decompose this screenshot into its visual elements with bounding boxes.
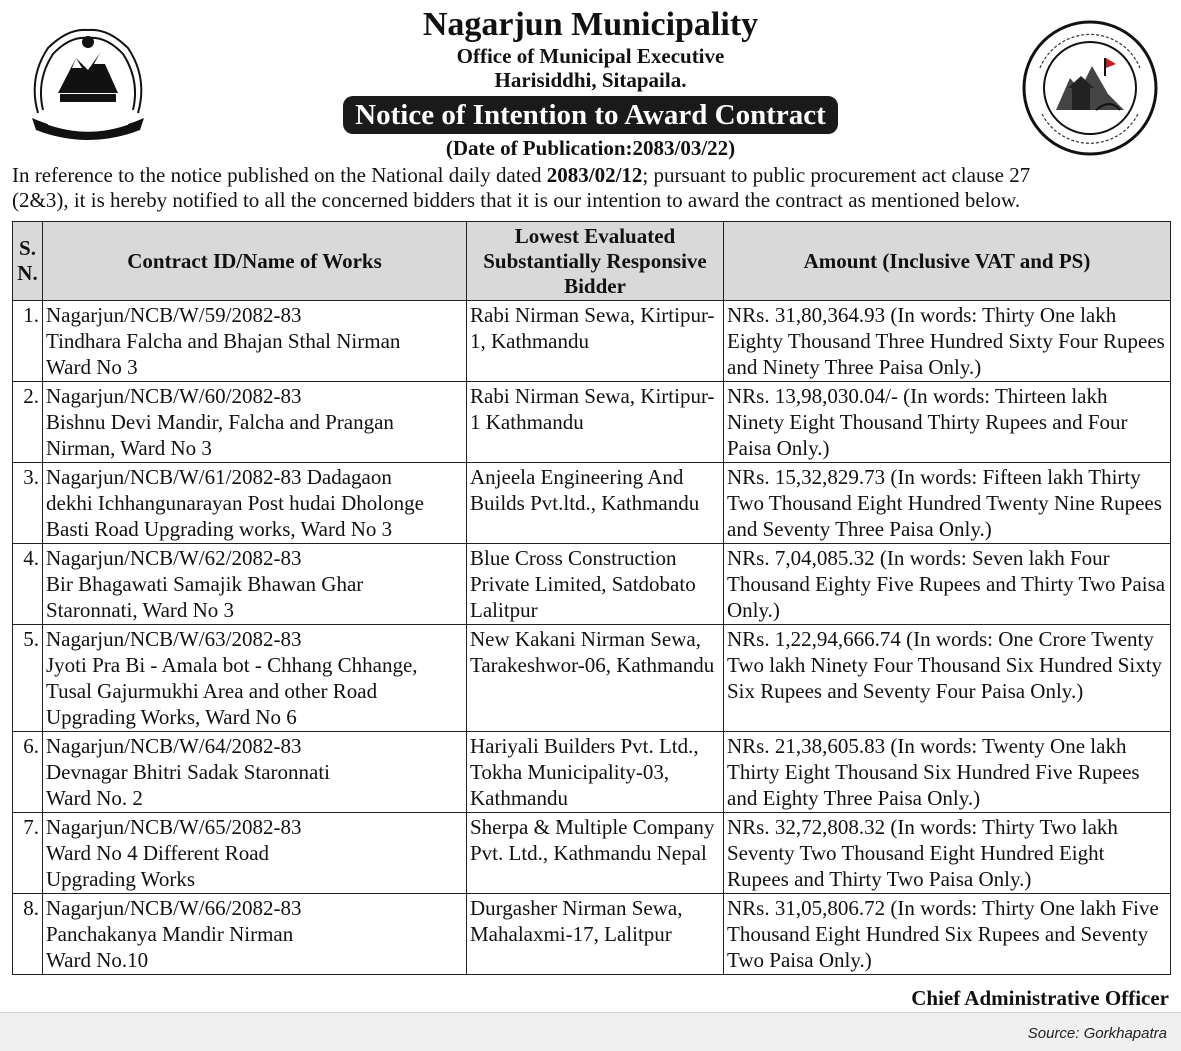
work-line: Bir Bhagawati Samajik Bhawan Ghar: [46, 572, 364, 596]
work-line: Nagarjun/NCB/W/65/2082-83: [46, 815, 302, 839]
intro-text-suffix: ; pursuant to public procurement act clause 27: [642, 163, 1031, 187]
work-line: Basti Road Upgrading works, Ward No 3: [46, 517, 393, 541]
work-line: Ward No.10: [46, 948, 149, 972]
row-contract-work: [43, 301, 467, 382]
row-amount: NRs. 15,32,829.73 (In words: Fifteen lakh Thirty Two Thousand Eight Hundred Twenty Nine Rupees and Seventy Three Paisa Only.): [724, 463, 1171, 544]
work-line: Upgrading Works, Ward No 6: [46, 705, 297, 729]
office-address: Harisiddhi, Sitapaila.: [494, 68, 687, 92]
row-bidder: Sherpa & Multiple Company Pvt. Ltd., Kathmandu Nepal: [467, 813, 724, 894]
intro-paragraph: [12, 163, 1170, 213]
table-row: [13, 894, 1171, 975]
row-serial-number: 1.: [13, 301, 43, 382]
row-serial-number: 5.: [13, 625, 43, 732]
row-amount: NRs. 31,80,364.93 (In words: Thirty One lakh Eighty Thousand Three Hundred Sixty Four Rupees and Ninety Three Paisa Only.): [724, 301, 1171, 382]
award-table: [12, 221, 1171, 975]
office-name: Office of Municipal Executive: [456, 44, 725, 68]
table-row: [13, 732, 1171, 813]
row-contract-work: [43, 625, 467, 732]
intro-line-2: (2&3), it is hereby notified to all the concerned bidders that it is our intention to award the contract as mentioned below.: [12, 188, 1021, 212]
work-line: Nirman, Ward No 3: [46, 436, 212, 460]
table-row: [13, 301, 1171, 382]
notice-title: Notice of Intention to Award Contract: [343, 96, 838, 134]
row-bidder: Anjeela Engineering And Builds Pvt.ltd., Kathmandu: [467, 463, 724, 544]
table-row: [13, 382, 1171, 463]
row-serial-number: 6.: [13, 732, 43, 813]
publication-date: (Date of Publication:2083/03/22): [445, 136, 736, 160]
work-line: Nagarjun/NCB/W/66/2082-83: [46, 896, 302, 920]
table-row: [13, 463, 1171, 544]
reference-date: 2083/02/12: [546, 163, 643, 187]
row-bidder: Rabi Nirman Sewa, Kirtipur-1, Kathmandu: [467, 301, 724, 382]
signatory-title: Chief Administrative Officer: [911, 986, 1169, 1010]
row-serial-number: 4.: [13, 544, 43, 625]
row-contract-work: [43, 463, 467, 544]
row-amount: NRs. 21,38,605.83 (In words: Twenty One lakh Thirty Eight Thousand Six Hundred Five Rupees and Eighty Three Paisa Only.): [724, 732, 1171, 813]
work-line: Bishnu Devi Mandir, Falcha and Prangan: [46, 410, 394, 434]
work-line: Ward No. 2: [46, 786, 143, 810]
work-line: Nagarjun/NCB/W/61/2082-83 Dadagaon: [46, 465, 392, 489]
work-line: Nagarjun/NCB/W/63/2082-83: [46, 627, 302, 651]
work-line: Panchakanya Mandir Nirman: [46, 922, 294, 946]
row-bidder: Hariyali Builders Pvt. Ltd., Tokha Municipality-03, Kathmandu: [467, 732, 724, 813]
row-contract-work: [43, 544, 467, 625]
row-serial-number: 8.: [13, 894, 43, 975]
work-line: Nagarjun/NCB/W/60/2082-83: [46, 384, 302, 408]
row-bidder: Durgasher Nirman Sewa, Mahalaxmi-17, Lalitpur: [467, 894, 724, 975]
header-bidder: Lowest Evaluated Substantially Responsive Bidder: [467, 222, 724, 301]
row-serial-number: 3.: [13, 463, 43, 544]
work-line: Jyoti Pra Bi - Amala bot - Chhang Chhange,: [46, 653, 418, 677]
table-row: [13, 625, 1171, 732]
row-amount: NRs. 31,05,806.72 (In words: Thirty One lakh Five Thousand Eight Hundred Six Rupees and Seventy Two Paisa Only.): [724, 894, 1171, 975]
row-amount: NRs. 13,98,030.04/- (In words: Thirteen lakh Ninety Eight Thousand Thirty Rupees and Four Paisa Only.): [724, 382, 1171, 463]
row-contract-work: [43, 732, 467, 813]
nepal-emblem-logo: [18, 18, 158, 148]
table-row: [13, 544, 1171, 625]
work-line: Upgrading Works: [46, 867, 195, 891]
work-line: Devnagar Bhitri Sadak Staronnati: [46, 760, 331, 784]
header-contract-work: Contract ID/Name of Works: [43, 222, 467, 301]
work-line: Nagarjun/NCB/W/59/2082-83: [46, 303, 302, 327]
row-bidder: New Kakani Nirman Sewa, Tarakeshwor-06, Kathmandu: [467, 625, 724, 732]
table-header-row: [13, 222, 1171, 301]
row-contract-work: [43, 894, 467, 975]
municipality-name: Nagarjun Municipality: [422, 6, 759, 43]
row-contract-work: [43, 813, 467, 894]
row-serial-number: 7.: [13, 813, 43, 894]
work-line: Ward No 4 Different Road: [46, 841, 270, 865]
source-footer: [0, 1012, 1181, 1051]
table-row: [13, 813, 1171, 894]
notice-header: [200, 6, 981, 160]
municipality-seal-logo: [1020, 18, 1160, 158]
row-bidder: Blue Cross Construction Private Limited, Satdobato Lalitpur: [467, 544, 724, 625]
work-line: Tindhara Falcha and Bhajan Sthal Nirman: [46, 329, 401, 353]
row-amount: NRs. 32,72,808.32 (In words: Thirty Two lakh Seventy Two Thousand Eight Hundred Eight Rupees and Thirty Two Paisa Only.): [724, 813, 1171, 894]
intro-text-prefix: In reference to the notice published on the National daily dated: [12, 163, 547, 187]
row-amount: NRs. 7,04,085.32 (In words: Seven lakh Four Thousand Eighty Five Rupees and Thirty Two Paisa Only.): [724, 544, 1171, 625]
work-line: Nagarjun/NCB/W/62/2082-83: [46, 546, 302, 570]
row-contract-work: [43, 382, 467, 463]
header-serial-number: S. N.: [13, 222, 43, 301]
row-bidder: Rabi Nirman Sewa, Kirtipur-1 Kathmandu: [467, 382, 724, 463]
header-amount: Amount (Inclusive VAT and PS): [724, 222, 1171, 301]
row-serial-number: 2.: [13, 382, 43, 463]
intro-line-1: [12, 163, 1170, 188]
work-line: Nagarjun/NCB/W/64/2082-83: [46, 734, 302, 758]
work-line: Ward No 3: [46, 355, 138, 379]
row-amount: NRs. 1,22,94,666.74 (In words: One Crore Twenty Two lakh Ninety Four Thousand Six Hundred Sixty Six Rupees and Seventy Four Paisa Only.): [724, 625, 1171, 732]
work-line: Staronnati, Ward No 3: [46, 598, 235, 622]
work-line: Tusal Gajurmukhi Area and other Road: [46, 679, 378, 703]
source-credit: Source: Gorkhapatra: [1027, 1025, 1167, 1042]
work-line: dekhi Ichhangunarayan Post hudai Dholonge: [46, 491, 424, 515]
